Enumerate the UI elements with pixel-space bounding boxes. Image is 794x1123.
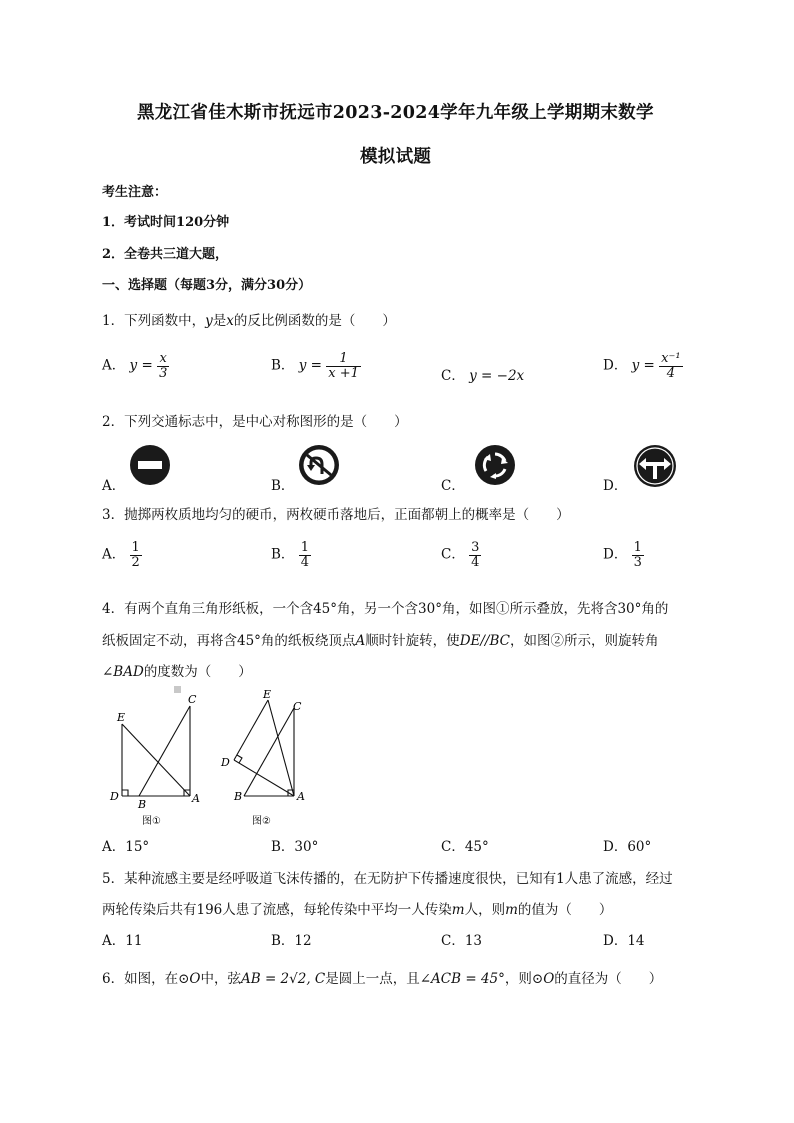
marker-square [174, 686, 181, 693]
point-label-c: C [188, 693, 197, 706]
point-label-b: B [234, 790, 243, 803]
question-1-option-b: B． y = $\frac{1}{x +1}$ [271, 351, 359, 381]
question-2-option-c-label: C． [441, 478, 465, 494]
question-6-stem: 6．如图，在⊙O中，弦AB = 2√2, C是圆上一点，且∠ACB = 45°，则⊙O的直径为（ ） [102, 971, 663, 987]
document-title-line1: 黑龙江省佳木斯市抚远市2023-2024学年九年级上学期期末数学 [137, 103, 654, 123]
question-4-option-c: C．45° [441, 839, 489, 855]
fraction: $\frac{\text{x⁻¹}}{4}$ [661, 351, 681, 381]
fraction: $\frac{3}{4}$ [471, 540, 480, 570]
point-label-c: C [293, 700, 302, 713]
fraction: $\frac{1}{2}$ [131, 540, 140, 570]
question-4-line-2: 纸板固定不动，再将含45°角的纸板绕顶点A顺时针旋转，使DE//BC，如图②所示，则旋转角 [102, 633, 659, 649]
no-u-turn-sign-icon [298, 444, 340, 486]
question-5-option-d: D．14 [603, 933, 645, 949]
question-4-line-3: ∠BAD的度数为（ ） [102, 664, 252, 680]
point-label-d: D [110, 790, 119, 803]
question-4-figure-1 [108, 686, 208, 826]
question-3-stem: 3．抛掷两枚质地均匀的硬币，两枚硬币落地后，正面都朝上的概率是（ ） [102, 507, 570, 523]
question-4-option-b: B．30° [271, 839, 319, 855]
point-label-e: E [263, 688, 272, 701]
question-3-option-d: D． $\frac{1}{3}$ [603, 540, 642, 570]
turn-left-or-right-sign-icon [633, 444, 677, 488]
question-5-line-2: 两轮传染后共有196人患了流感，每轮传染中平均一人传染m人，则m的值为（ ） [102, 902, 613, 918]
notice-heading: 考生注意： [102, 185, 168, 200]
section-heading-choice: 一、选择题（每题3分，满分30分） [102, 278, 312, 293]
question-1-option-d: D． y = $\frac{\text{x⁻¹}}{4}$ [603, 351, 681, 381]
document-title-line2: 模拟试题 [360, 147, 432, 167]
question-2-option-b-label: B． [271, 478, 295, 494]
fraction: $\frac{x}{3}$ [159, 351, 168, 381]
question-5-option-c: C．13 [441, 933, 483, 949]
fraction: $\frac{1}{3}$ [633, 540, 642, 570]
point-label-a: A [297, 790, 305, 803]
roundabout-sign-icon [474, 444, 516, 486]
notice-item-2: 2．全卷共三道大题， [102, 247, 229, 262]
point-label-d: D [221, 756, 230, 769]
question-3-option-c: C． $\frac{3}{4}$ [441, 540, 480, 570]
figure-2-caption: 图② [252, 816, 271, 826]
notice-item-1: 1．考试时间120分钟 [102, 215, 230, 230]
question-3-option-b: B． $\frac{1}{4}$ [271, 540, 309, 570]
question-2-option-a-label: A． [102, 478, 126, 494]
no-entry-sign-icon [129, 444, 171, 486]
point-label-a: A [192, 792, 200, 805]
question-1-option-a: A． y = $\frac{x}{3}$ [102, 351, 168, 381]
point-label-e: E [117, 711, 126, 724]
question-4-option-a: A．15° [102, 839, 150, 855]
question-1-stem: 1．下列函数中，y是x的反比例函数的是（ ） [102, 313, 396, 329]
question-2-option-d-label: D． [603, 478, 628, 494]
question-4-option-d: D．60° [603, 839, 652, 855]
point-label-b: B [138, 798, 147, 811]
question-5-option-a: A．11 [102, 933, 143, 949]
question-5-option-b: B．12 [271, 933, 312, 949]
fraction: $\frac{1}{4}$ [300, 540, 309, 570]
figure-1-caption: 图① [142, 816, 161, 826]
fraction: $\frac{1}{x +1}$ [328, 351, 359, 381]
question-4-line-1: 4．有两个直角三角形纸板，一个含45°角，另一个含30°角，如图①所示叠放，先将含30°角的 [102, 601, 669, 617]
question-5-line-1: 5．某种流感主要是经呼吸道飞沫传播的，在无防护下传播速度很快，已知有1人患了流感，经过 [102, 871, 673, 887]
question-2-stem: 2．下列交通标志中，是中心对称图形的是（ ） [102, 414, 408, 430]
question-3-option-a: A． $\frac{1}{2}$ [102, 540, 140, 570]
question-1-option-c: C． y = −2x [441, 368, 525, 384]
question-4-figure-2 [220, 686, 320, 826]
